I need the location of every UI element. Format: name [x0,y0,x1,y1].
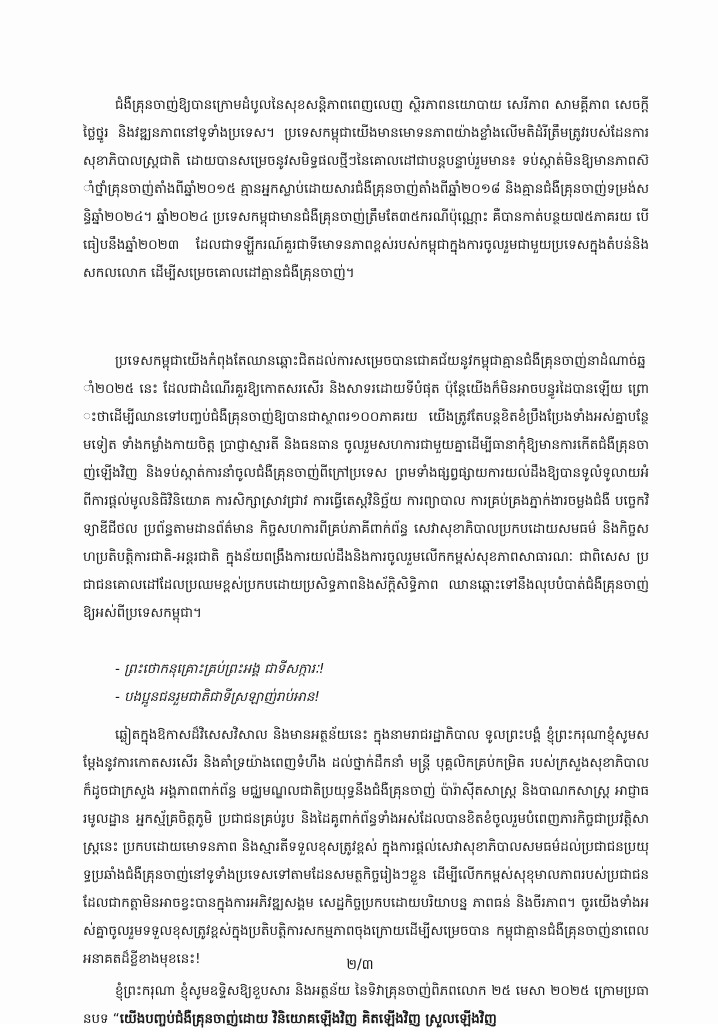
theme-title: យើងបញ្ចប់ជំងឺគ្រុនចាញ់ដោយ វិនិយោគឡើងវិញ គិតឡើងវិញ ស្រួលឡើងវិញ [119,1012,497,1027]
page-number: ២/៣ [346,957,374,973]
slogan-2: - បងប្អូនជនរួមជាតិជាទីស្រឡាញ់រាប់អាន! [115,690,320,705]
paragraph-2: ប្រទេសកម្ពុជាយើងកំពុងតែឈានឆ្ពោះជិតដល់ការសម្រេចបានជោគជ័យនូវកម្ពុជាគ្មានជំងឺគ្រុនចាញ់នាដំណាច់ឆ្នាំ២០២៥ នេះ ដែលជាដំណើរគួរឱ្យកោតសរសើរ និងសាទរដោយទីបំផុត ប៉ុន្តែយើងក៏មិនអាចបន្ធូរដៃបានឡើយ ព្រោះថាដើម្បីឈានទៅបញ្ចប់ជំងឺគ្រុនចាញ់ឱ្យបានជាស្ថាពរ១០០ភាគរយ យើងត្រូវតែបន្តខិតខំប្រឹងប្រែងទាំងអស់គ្នាបន្ថែមទៀត ទាំងកម្លាំងកាយចិត្ត ប្រាជ្ញាស្មារតី និងធនធាន ចូលរួមសហការជាមួយគ្នាដើម្បីធានាកុំឱ្យមានការកើតជំងឺគ្រុនចាញ់ឡើងវិញ និងទប់ស្កាត់ការនាំចូលជំងឺគ្រុនចាញ់ពីក្រៅប្រទេស ព្រមទាំងផ្សព្វផ្សាយការយល់ដឹងឱ្យបានទូលំទូលាយអំពីការផ្តល់មូលនិធិវិនិយោគ ការសិក្សាស្រាវជ្រាវ ការធ្វើតេស្តវិនិច្ឆ័យ ការព្យាបាល ការគ្រប់គ្រងភ្នាក់ងារចម្លងជំងឺ បច្ចេកវិទ្យាឌីជីថល ប្រព័ន្ធតាមដានព័ត៌មាន កិច្ចសហការពីគ្រប់ភាគីពាក់ព័ន្ធ សេវាសុខាភិបាលប្រកបដោយសមធម៌ និងកិច្ចសហប្រតិបត្តិការជាតិ-អន្តរជាតិ ក្នុងន័យពង្រឹងការយល់ដឹងនិងការចូលរួមលើកកម្ពស់សុខភាពសាធារណៈ ជាពិសេស ប្រជាជនគោលដៅដែលប្រឈមខ្ពស់ប្រកបដោយប្រសិទ្ធភាពនិងស័ក្តិសិទ្ធិភាព ឈានឆ្ពោះទៅនឹងលុបបំបាត់ជំងឺគ្រុនចាញ់ឱ្យអស់ពីប្រទេសកម្ពុជា។ [83,354,649,621]
paragraph-1: ជំងឺគ្រុនចាញ់ឱ្យបានក្រោមដំបូលនៃសុខសន្តិភាពពេញលេញ ស្ថិរភាពនយោបាយ សេរីភាព សាមគ្គីភាព សេចក្តីថ្លៃថ្នូរ និងវឌ្ឍនភាពនៅទូទាំងប្រទេស។ ប្រទេសកម្ពុជាយើងមានមោទនភាពយ៉ាងខ្លាំងលើមតិដំរីត្រឹមត្រូវរបស់ដែនការសុខាភិបាលស្រ្តជាតិ ដោយបានសម្រេចនូវសមិទ្ធផលថ្មីៗនៃគោលដៅជាបន្តបន្ទាប់រួមមាន៖ ទប់ស្កាត់មិនឱ្យមានភាពស៊ាំថ្នាំគ្រុនចាញ់តាំងពីឆ្នាំ២០១៥ គ្មានអ្នកស្លាប់ដោយសារជំងឺគ្រុនចាញ់តាំងពីឆ្នាំ២០១៨ និងគ្មានជំងឺគ្រុនចាញ់ទម្រង់សន្ធិឆ្នាំ២០២៤។ ឆ្នាំ២០២៤ ប្រទេសកម្ពុជាមានជំងឺគ្រុនចាញ់ត្រឹមតែ៣៥ករណីប៉ុណ្ណោះ គឺបានកាត់បន្ថយ៧៥ភាគរយ បើធៀបនឹងឆ្នាំ២០២៣ ដែលជាទឡ្ហីករណ៍គួរជាទីមោទនភាពខ្ពស់របស់កម្ពុជាក្នុងការចូលរួមជាមួយប្រទេសក្នុងតំបន់និងសកលលោក ដើម្បីសម្រេចគោលដៅគ្មានជំងឺគ្រុនចាញ់។ [83,98,649,281]
document-body [83,92,649,1027]
paragraph-3: ឆ្លៀតក្នុងឱកាសដ៏វិសេសវិសាល និងមានអត្ថន័យនេះ ក្នុងនាមរាជរដ្ឋាភិបាល ទូលព្រះបង្គំ ខ្ញុំព្រះករុណាខ្ញុំសូមសម្តែងនូវការកោតសរសើរ និងគាំទ្រយ៉ាងពេញទំហឹង ដល់ថ្នាក់ដឹកនាំ មន្រ្តី បុគ្គលិកគ្រប់កម្រិត របស់ក្រសួងសុខាភិបាល ក៏ដូចជាក្រសួង អង្គភាពពាក់ព័ន្ធ មជ្ឈមណ្ឌលជាតិប្រយុទ្ធនឹងជំងឺគ្រុនចាញ់ ប៉ារ៉ាស៊ីតសាស្រ្ត និងបាណកសាស្រ្ត អាជ្ញាធរមូលដ្ឋាន អ្នកស្ម័គ្រចិត្តភូមិ ប្រជាជនគ្រប់រូប និងដៃគូពាក់ព័ន្ធទាំងអស់ដែលបានខិតខំចូលរួមបំពេញភារកិច្ចជាប្រវត្តិសាស្ត្រនេះ ប្រកបដោយមោទនភាព និងស្មារតីទទួលខុសត្រូវខ្ពស់ ក្នុងការផ្តល់សេវាសុខាភិបាលសមធម៌ដល់ប្រជាជនប្រយុទ្ធប្រឆាំងជំងឺគ្រុនចាញ់នៅទូទាំងប្រទេសទៅតាមដែនសមត្ថកិច្ចរៀងៗខ្លួន ដើម្បីលើកកម្ពស់សុខុមាលភាពរបស់ប្រជាជន ដែលជាកត្តាមិនអាចខ្វះបានក្នុងការអភិវឌ្ឍសង្គម សេដ្ឋកិច្ចប្រកបដោយបរិយាបន្ន ភាពធន់ និងចីរភាព។ ចូរយើងទាំងអស់គ្នាចូលរួមទទួលខុសត្រូវខ្ពស់ក្នុងប្រតិបត្តិការសកម្មភាពចុងក្រោយដើម្បីសម្រេចបាន កម្ពុជាគ្មានជំងឺគ្រុនចាញ់នាពេលអនាគតដ៏ខ្លីខាងមុខនេះ! [83,728,649,967]
slogans [115,656,649,714]
slogan-1: - ព្រះថោកនុគ្រោះគ្រប់ព្រះអង្គ ជាទីសក្ការៈ! [115,662,325,677]
paragraph-4-lead: ខ្ញុំព្រះករុណា ខ្ញុំសូមឧទ្ទិសឱ្យខួបសារ និងអត្ថន័យ នៃទិវាគ្រុនចាញ់ពិភពលោក ២៥ មេសា ២០២៥ ក្រោមប្រធានបទ “ [83,984,649,1027]
paragraph-4 [83,978,649,1034]
